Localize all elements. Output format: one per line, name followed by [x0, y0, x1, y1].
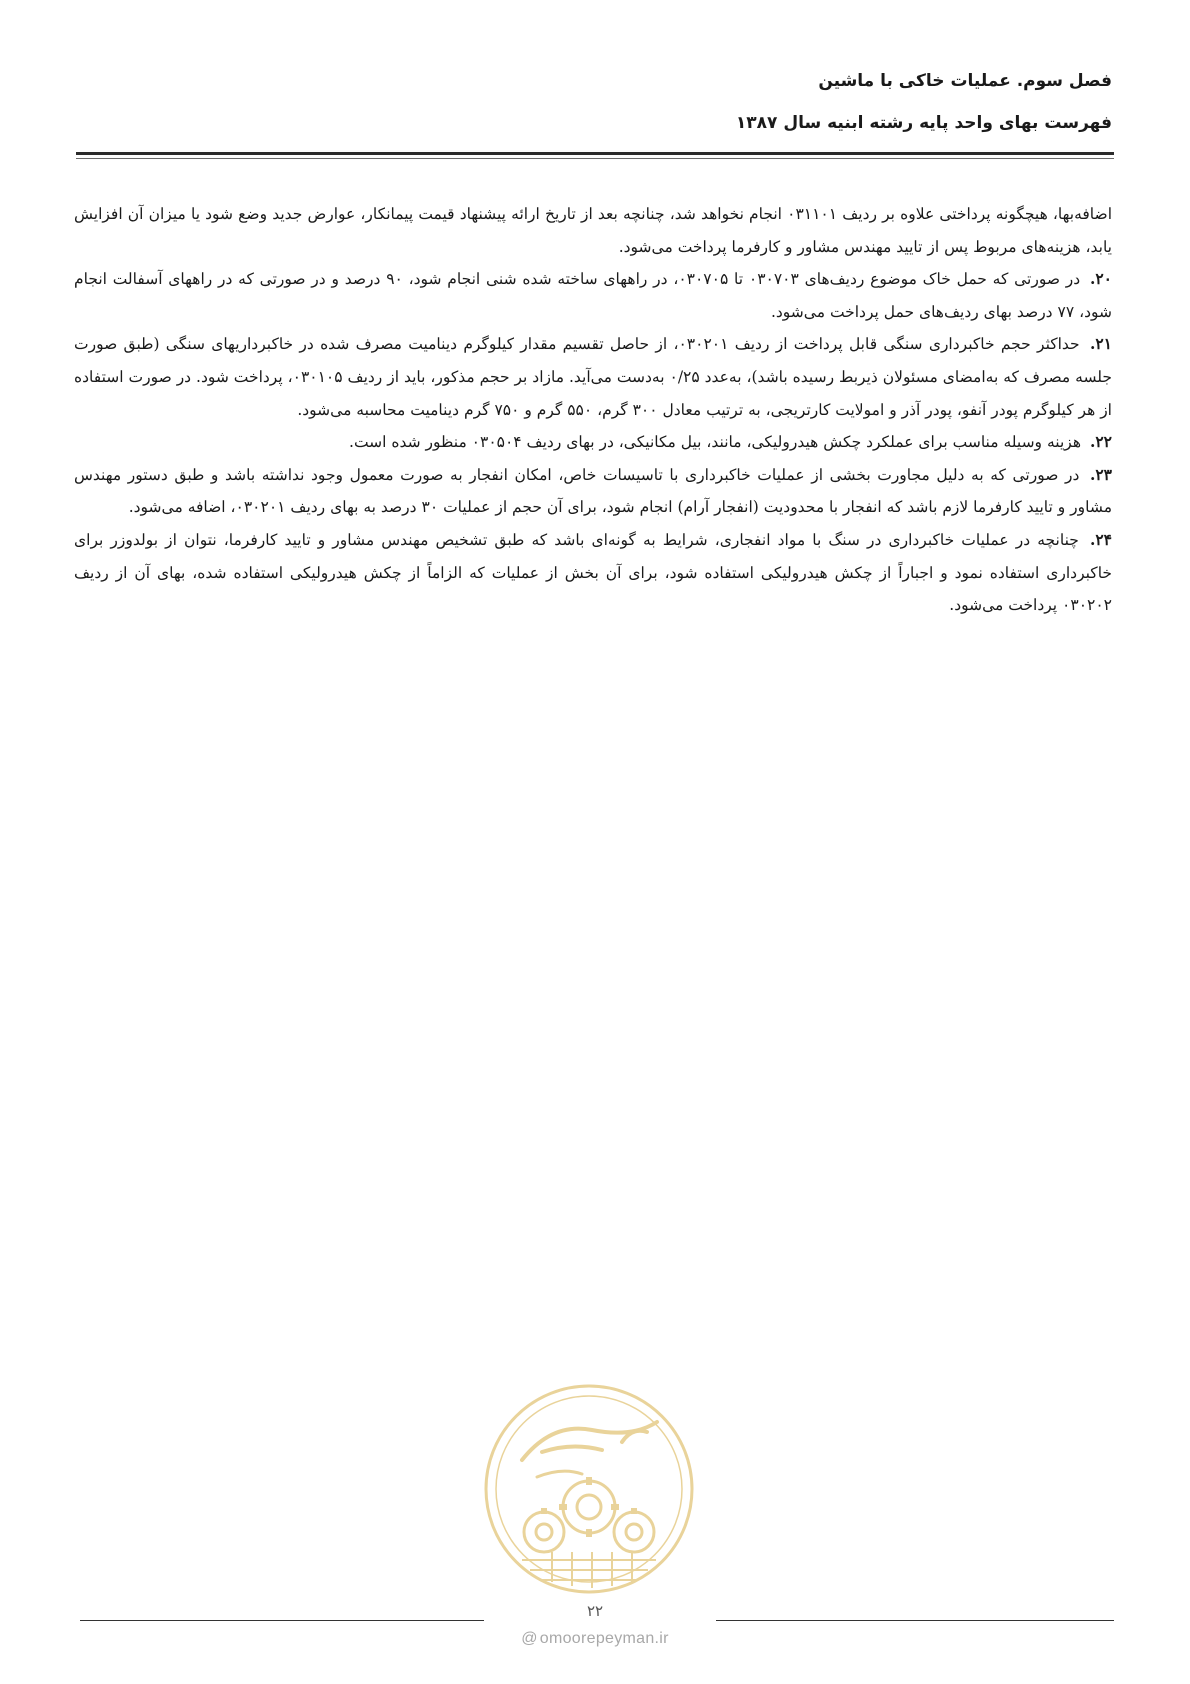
- paragraph-number: ۲۱.: [1089, 334, 1112, 354]
- document-body: [74, 198, 1112, 622]
- paragraph-text: هزینه وسیله مناسب برای عملکرد چکش هیدرولیکی، مانند، بیل مکانیکی، در بهای ردیف ۰۳۰۵۰۴ منظور شده است.: [349, 433, 1081, 452]
- paragraph-text: چنانچه در عملیات خاکبرداری در سنگ با مواد انفجاری، شرایط به گونه‌ای باشد که طبق تشخیص مهندس مشاور و تایید کارفرما، نتوان از بولدوزر برای خاکبرداری استفاده نمود و اجباراً از چکش هیدرولیکی استفاده شود، برای آن بخش از عملیات که الزاماً از چکش هیدرولیکی استفاده شده، بهای آن از ردیف ۰۳۰۲۰۲ پرداخت می‌شود.: [74, 530, 1112, 615]
- header-divider-thick: [76, 152, 1114, 155]
- paragraph-number: ۲۲.: [1089, 432, 1112, 452]
- paragraph-number: ۲۴.: [1089, 529, 1112, 549]
- paragraph-text: اضافه‌بها، هیچگونه پرداختی علاوه بر ردیف ۰۳۱۱۰۱ انجام نخواهد شد، چنانچه بعد از تاریخ ارائه پیشنهاد قیمت پیمانکار، عوارض جدید وضع شود یا میزان آن افزایش یابد، هزینه‌های مربوط پس از تایید مهندس مشاور و کارفرما پرداخت می‌شود.: [74, 205, 1113, 256]
- header-divider-thin: [76, 158, 1114, 159]
- paragraph-number: ۲۰.: [1089, 269, 1112, 289]
- paragraph-20: [74, 263, 1112, 328]
- footer-divider-right: [716, 1620, 1114, 1621]
- paragraph-number: ۲۳.: [1089, 464, 1113, 484]
- footer-divider-left: [80, 1620, 484, 1621]
- page-number: ۲۲: [586, 1602, 604, 1620]
- paragraph-21: [74, 328, 1112, 426]
- paragraph-23: [74, 459, 1112, 524]
- paragraph-text: در صورتی که به دلیل مجاورت بخشی از عملیات خاکبرداری با تاسیسات خاص، امکان انفجار به صورت معمول وجود نداشته باشد و طبق دستور مهندس مشاور و تایید کارفرما لازم باشد که انفجار با محدودیت (انفجار آرام) انجام شود، برای آن حجم از عملیات ۳۰ درصد به بهای ردیف ۰۳۰۲۰۱، اضافه می‌شود.: [74, 465, 1112, 517]
- paragraph-22: [74, 426, 1112, 459]
- price-list-title: فهرست بهای واحد پایه رشته ابنیه سال ۱۳۸۷: [735, 113, 1112, 133]
- at-sign-icon: @: [521, 1630, 538, 1647]
- watermark-url-text: omoorepeyman.ir: [539, 1630, 669, 1647]
- paragraph-continuation: [74, 198, 1112, 263]
- paragraph-text: حداکثر حجم خاکبرداری سنگی قابل پرداخت از ردیف ۰۳۰۲۰۱، از حاصل تقسیم مقدار کیلوگرم دینامیت مصرف شده در خاکبرداریهای سنگی (طبق صورت جلسه مصرف که به‌امضای مسئولان ذیربط رسیده باشد)، به‌عدد ۰/۲۵ به‌دست می‌آید. مازاد بر حجم مذکور، باید از ردیف ۰۳۰۱۰۵، پرداخت شود. در صورت استفاده از هر کیلوگرم پودر آنفو، پودر آذر و امولایت کارتریجی، به ترتیب معادل ۳۰۰ گرم، ۵۵۰ گرم و ۷۵۰ گرم دینامیت محاسبه می‌شود.: [74, 335, 1113, 419]
- watermark-url: [490, 1630, 700, 1648]
- chapter-title: فصل سوم. عملیات خاکی با ماشین: [818, 71, 1112, 91]
- paragraph-text: در صورتی که حمل خاک موضوع ردیف‌های ۰۳۰۷۰۳ تا ۰۳۰۷۰۵، در راههای ساخته شده شنی انجام شود، ۹۰ درصد و در صورتی که در راههای آسفالت انجام شود، ۷۷ درصد بهای ردیف‌های حمل پرداخت می‌شود.: [74, 270, 1112, 321]
- omoor-peyman-seal-icon: [482, 1382, 696, 1596]
- page-header: [72, 60, 1112, 144]
- paragraph-24: [74, 524, 1112, 622]
